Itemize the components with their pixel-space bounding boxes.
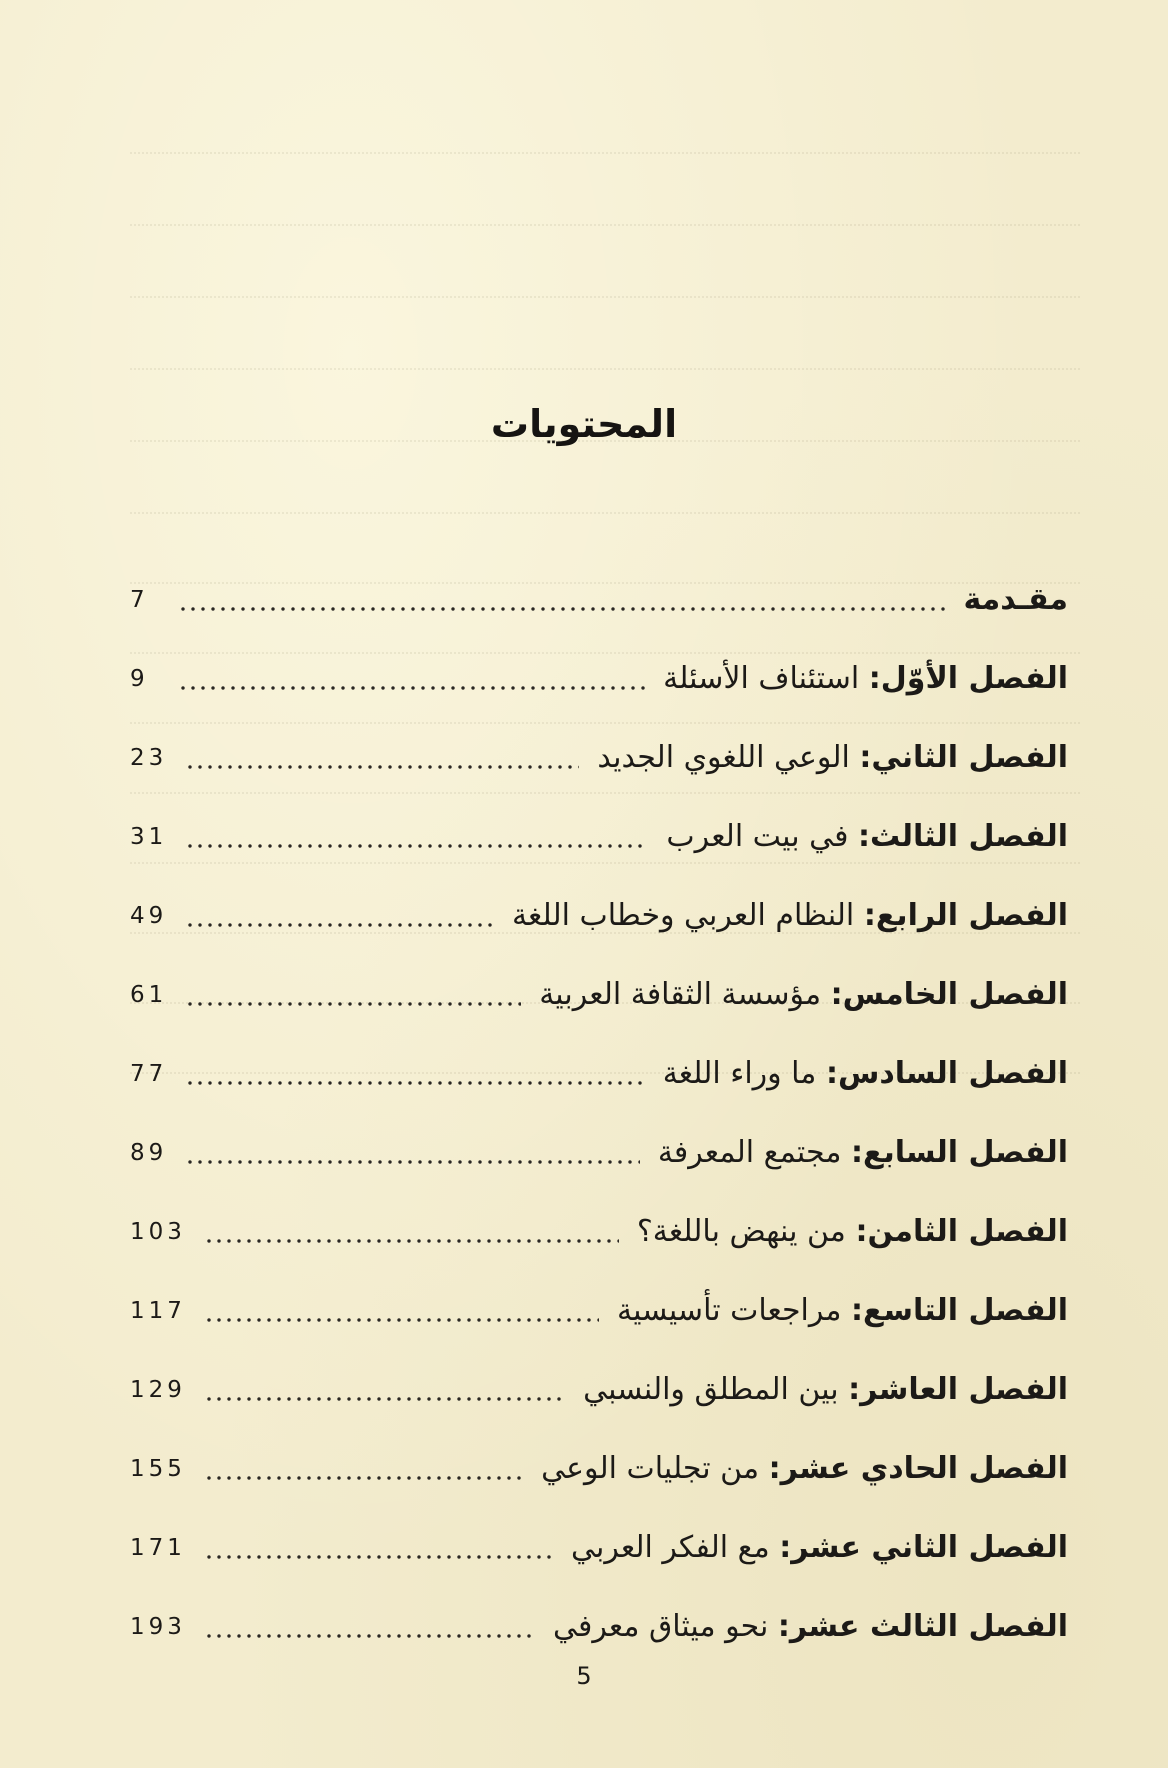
dot-leader [204,1395,565,1403]
toc-entry-label [963,580,1068,620]
chapter-separator: : [830,976,843,1012]
toc-page-number: 49 [130,902,168,929]
chapter-separator: : [857,818,870,854]
toc-entry [130,1034,1068,1113]
chapter-title: الفصل الحادي عشر [780,1450,1068,1486]
chapter-subtitle: مع الفكر العربي [570,1529,770,1565]
toc-page-number: 23 [130,744,168,771]
dot-leader [204,1237,619,1245]
chapter-title: الفصل الخامس [842,976,1068,1012]
chapter-separator: : [848,1371,861,1407]
chapter-subtitle: من تجليات الوعي [541,1450,760,1486]
dot-leader [178,684,645,692]
chapter-subtitle: بين المطلق والنسبي [583,1371,839,1407]
chapter-title: الفصل السادس [837,1055,1068,1091]
chapter-title: الفصل الثامن [867,1213,1068,1249]
toc-page-number: 9 [130,665,149,692]
toc-page-number: 129 [130,1376,186,1403]
chapter-separator: : [825,1055,838,1091]
dot-leader [204,1553,553,1561]
chapter-title: الفصل الثالث [869,818,1068,854]
toc-entry [130,1429,1068,1508]
toc-page-number: 171 [130,1534,186,1561]
table-of-contents [130,560,1068,1666]
toc-entry-label [583,1370,1068,1410]
chapter-separator: : [851,1292,864,1328]
toc-entry [130,1192,1068,1271]
chapter-title: الفصل الثالث عشر [789,1608,1068,1644]
toc-page-number: 117 [130,1297,186,1324]
toc-page-number: 193 [130,1613,186,1640]
toc-entry-label [617,1291,1068,1331]
chapter-subtitle: ما وراء اللغة [662,1055,817,1091]
toc-page-number: 77 [130,1060,168,1087]
chapter-separator: : [868,660,881,696]
toc-entry-label [541,1449,1068,1489]
dot-leader [178,605,945,613]
chapter-title: الفصل الثاني [871,739,1068,775]
toc-entry [130,1271,1068,1350]
toc-entry-label [666,817,1068,857]
dot-leader [185,1079,644,1087]
chapter-subtitle: الوعي اللغوي الجديد [597,739,850,775]
page-title: المحتويات [490,402,678,446]
chapter-title: الفصل التاسع [863,1292,1068,1328]
toc-entry [130,797,1068,876]
toc-entry [130,1508,1068,1587]
chapter-subtitle: استئناف الأسئلة [663,660,860,696]
chapter-subtitle: نحو ميثاق معرفي [552,1608,769,1644]
chapter-title: مقـدمة [963,581,1068,617]
toc-entry [130,1113,1068,1192]
chapter-subtitle: من ينهض باللغة؟ [636,1213,846,1249]
chapter-title: الفصل العاشر [860,1371,1068,1407]
toc-entry [130,639,1068,718]
dot-leader [204,1316,599,1324]
toc-entry-label [658,1133,1068,1173]
toc-entry-label [539,975,1068,1015]
toc-entry-label [571,1528,1068,1568]
chapter-separator: : [777,1608,790,1644]
toc-entry-label [637,1212,1068,1252]
toc-page-number: 89 [130,1139,168,1166]
dot-leader [185,1000,521,1008]
dot-leader [204,1632,535,1640]
toc-entry-label [663,659,1068,699]
chapter-subtitle: النظام العربي وخطاب اللغة [511,897,855,933]
toc-entry [130,955,1068,1034]
chapter-subtitle: مجتمع المعرفة [657,1134,842,1170]
dot-leader [185,1158,640,1166]
dot-leader [204,1474,523,1482]
chapter-separator: : [859,739,872,775]
toc-entry [130,718,1068,797]
dot-leader [185,842,648,850]
dot-leader [185,921,494,929]
chapter-separator: : [863,897,876,933]
chapter-separator: : [768,1450,781,1486]
toc-entry [130,1587,1068,1666]
chapter-separator: : [850,1134,863,1170]
toc-page-number: 31 [130,823,168,850]
toc-entry-label [512,896,1068,936]
chapter-subtitle: مراجعات تأسيسية [616,1292,842,1328]
chapter-title: الفصل الرابع [875,897,1068,933]
chapter-subtitle: في بيت العرب [666,818,849,854]
chapter-title: الفصل الثاني عشر [791,1529,1068,1565]
chapter-subtitle: مؤسسة الثقافة العربية [539,976,822,1012]
toc-page-number: 155 [130,1455,186,1482]
chapter-title: الفصل الأوّل [880,660,1068,696]
toc-entry [130,1350,1068,1429]
toc-entry [130,560,1068,639]
dot-leader [185,763,579,771]
page-number: 5 [576,1662,592,1690]
chapter-title: الفصل السابع [862,1134,1068,1170]
chapter-separator: : [779,1529,792,1565]
toc-page-number: 7 [130,586,149,613]
toc-entry-label [597,738,1068,778]
toc-page-number: 61 [130,981,168,1008]
toc-entry-label [663,1054,1068,1094]
toc-entry-label [553,1607,1068,1647]
toc-entry [130,876,1068,955]
toc-page-number: 103 [130,1218,186,1245]
chapter-separator: : [855,1213,868,1249]
